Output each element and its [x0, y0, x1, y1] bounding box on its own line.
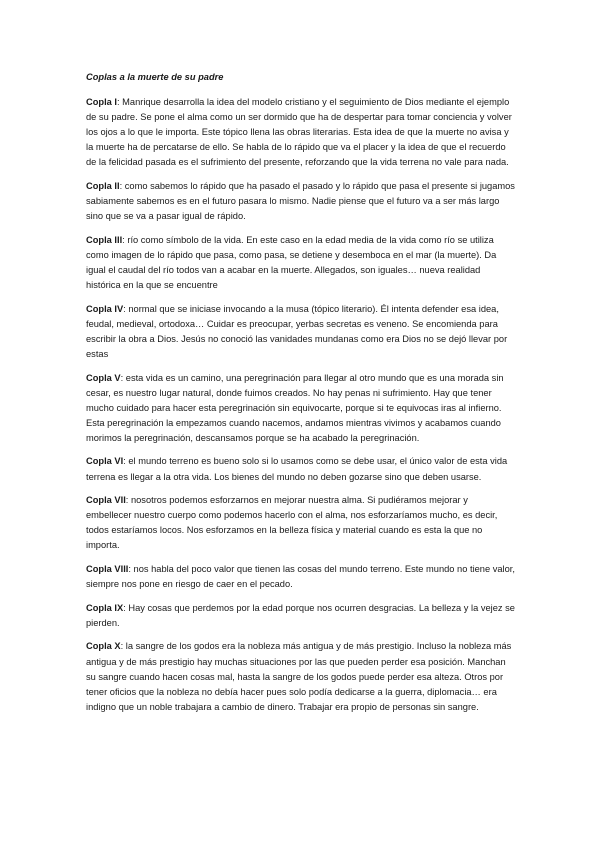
stanza-copla-10: Copla X: la sangre de los godos era la nobleza más antigua y de más prestigio. Incluso la nobleza más antigua y de más prestigio hay muchas situaciones por las que pueden perder esa posición. Manchan su sangre cuando hacen cosas mal, hasta la sangre de los godos puede perder esa alteza. Otros por tener oficios que la nobleza no debía hacer pues solo podía dedicarse a la guerra, diplomacia… era indigno que un noble trabajara a cambio de dinero. Trabajar era propio de personas sin sangre. [86, 641, 512, 712]
stanza-text: el mundo terreno es bueno solo si lo usamos como se debe usar, el único valor de esta vida terrena es llegar a la otra vida. Los bienes del mundo no deben gozarse sino que deben usarse. [86, 456, 508, 482]
stanza-copla-9: Copla IX: Hay cosas que perdemos por la edad porque nos ocurren desgracias. La belleza y la vejez se pierden. [86, 602, 515, 628]
stanza-text: río como símbolo de la vida. En este caso en la edad media de la vida como río se utiliza como imagen de lo rápido que pasa, como pasa, se detiene y desemboca en el mar (la muerte). Da igual el caudal del río todos van a acabar en la muerte. Allegados, son iguales… nueva realidad histórica en la que se encuentre [86, 234, 497, 291]
stanza-label: Copla III [86, 234, 123, 245]
stanza-label: Copla IV [86, 303, 124, 314]
stanza-label: Copla II [86, 180, 120, 191]
stanza-text: esta vida es un camino, una peregrinación para llegar al otro mundo que es una morada sin cesar, es nuestro lugar natural, donde fuimos creados. No hay penas ni sufrimiento. Hay que tener mucho cuidado para hacer esta peregrinación sin equivocarte, porque si te equivocas iras al infierno. Esta peregrinación la empezamos cuando nacemos, andamos mientras vivimos y acabamos cuando morimos la peregrinación, descansamos porque se ha acabado la peregrinación. [86, 372, 504, 443]
stanza-label: Copla X [86, 641, 121, 652]
stanza-label: Copla IX [86, 602, 124, 613]
stanza-copla-8: Copla VIII: nos habla del poco valor que tienen las cosas del mundo terreno. Este mundo no tiene valor, siempre nos pone en riesgo de caer en el pecado. [86, 564, 515, 590]
stanza-text: nos habla del poco valor que tienen las cosas del mundo terreno. Este mundo no tiene valor, siempre nos pone en riesgo de caer en el pecado. [86, 564, 515, 590]
stanza-text: Hay cosas que perdemos por la edad porque nos ocurren desgracias. La belleza y la vejez se pierden. [86, 602, 515, 628]
stanza-label: Copla VIII [86, 564, 129, 575]
stanza-label: Copla I [86, 97, 117, 107]
stanza-text: la sangre de los godos era la nobleza más antigua y de más prestigio. Incluso la nobleza más antigua y de más prestigio hay muchas situaciones por las que pueden perder esa posición. Manchan su sangre cuando hacen cosas mal, hasta la sangre de los godos puede perder esa alteza. Otros por tener oficios que la nobleza no debía hacer pues solo podía dedicarse a la guerra, diplomacia… era indigno que un noble trabajara a cambio de dinero. Trabajar era propio de personas sin sangre. [86, 641, 512, 712]
stanza-copla-1: Copla I: Manrique desarrolla la idea del modelo cristiano y el seguimiento de Dios mediante el ejemplo de su padre. Se pone el alma como un ser dormido que ha de despertar para tomar conciencia y volver los ojos a lo que le importa. Este tópico llena las obras literarias. Esta idea de que la muerte no avisa y la muerte ha de percatarse de ello. Se habla de lo rápido que va el placer y la idea de que el recuerdo de la felicidad pasada es el sufrimiento del presente, reforzando que la vida terrena no vale para nada. [86, 97, 512, 168]
stanza-label: Copla V [86, 372, 121, 383]
stanza-copla-6: Copla VI: el mundo terreno es bueno solo si lo usamos como se debe usar, el único valor de esta vida terrena es llegar a la otra vida. Los bienes del mundo no deben gozarse sino que deben usarse. [86, 456, 508, 482]
stanza-label: Copla VII [86, 495, 126, 506]
stanza-copla-7: Copla VII: nosotros podemos esforzarnos en mejorar nuestra alma. Si pudiéramos mejorar y embellecer nuestro cuerpo como podemos hacerlo con el alma, nos esforzaríamos mucho, es decir, todos estaríamos locos. Nos esforzamos en la belleza física y material cuando es esta la que no importa. [86, 495, 498, 551]
stanza-text: nosotros podemos esforzarnos en mejorar nuestra alma. Si pudiéramos mejorar y embellecer nuestro cuerpo como podemos hacerlo con el alma, nos esforzaríamos mucho, es decir, todos estaríamos locos. Nos esforzamos en la belleza física y material cuando es esta la que no importa. [86, 495, 498, 551]
stanza-copla-4: Copla IV: normal que se iniciase invocando a la musa (tópico literario). Él intenta defender esa idea, feudal, medieval, ortodoxa… Cuidar es preocupar, yerbas secretas es veneno. Se encomienda para escribir la obra a Dios. Jesús no conoció las vanidades mundanas como era Dios no se dejó llevar por estas [86, 303, 508, 359]
document-title: Coplas a la muerte de su padre [86, 72, 224, 82]
stanza-copla-3: Copla III: río como símbolo de la vida. En este caso en la edad media de la vida como río se utiliza como imagen de lo rápido que pasa, como pasa, se detiene y desemboca en el mar (la muerte). Da igual el caudal del río todos van a acabar en la muerte. Allegados, son iguales… nueva realidad histórica en la que se encuentre [86, 234, 497, 291]
stanza-text: normal que se iniciase invocando a la musa (tópico literario). Él intenta defender esa idea, feudal, medieval, ortodoxa… Cuidar es preocupar, yerbas secretas es veneno. Se encomienda para escribir la obra a Dios. Jesús no conoció las vanidades mundanas como era Dios no se dejó llevar por estas [86, 303, 508, 359]
stanza-label: Copla VI [86, 456, 124, 467]
stanza-text: Manrique desarrolla la idea del modelo cristiano y el seguimiento de Dios mediante el ejemplo de su padre. Se pone el alma como un ser dormido que ha de despertar para tomar conciencia y volver los ojos a lo que le importa. Este tópico llena las obras literarias. Esta idea de que la muerte no avisa y la muerte ha de percatarse de ello. Se habla de lo rápido que va el placer y la idea de que el recuerdo de la felicidad pasada es el sufrimiento del presente, reforzando que la vida terrena no vale para nada. [86, 97, 512, 168]
stanza-copla-2: Copla II: como sabemos lo rápido que ha pasado el pasado y lo rápido que pasa el presente si jugamos sabiamente sabemos es en el futuro pasara lo mismo. Nadie piense que el futuro va a ser más largo sino que se va a pasar igual de rápido. [86, 180, 515, 222]
stanza-copla-5: Copla V: esta vida es un camino, una peregrinación para llegar al otro mundo que es una morada sin cesar, es nuestro lugar natural, donde fuimos creados. No hay penas ni sufrimiento. Hay que tener mucho cuidado para hacer esta peregrinación sin equivocarte, porque si te equivocas iras al infierno. Esta peregrinación la empezamos cuando nacemos, andamos mientras vivimos y acabamos cuando morimos la peregrinación, descansamos porque se ha acabado la peregrinación. [86, 372, 504, 443]
stanza-text: como sabemos lo rápido que ha pasado el pasado y lo rápido que pasa el presente si jugamos sabiamente sabemos es en el futuro pasara lo mismo. Nadie piense que el futuro va a ser más largo sino que se va a pasar igual de rápido. [86, 180, 515, 222]
